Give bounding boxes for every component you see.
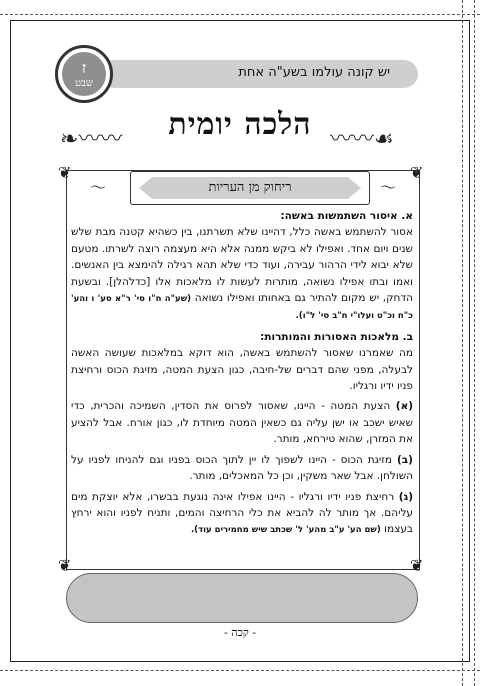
paragraph-body: מה שאמרנו שאסור להשתמש באשה, הוא דוקא במלאכות שעושה האשה לבעלה, מפני שהם דברים של-חיבה, כגון הצעת המטה, מזיגת הכוס ורחיצת פניו ידיו ורגליו. — [71, 347, 413, 393]
date-badge — [55, 45, 113, 103]
paragraph-lead: (א) — [395, 400, 414, 413]
header-band-text: יש קונה עולמו בשע"ה אחת — [238, 65, 390, 80]
paragraph-heading: ב. מלאכות האסורות והמותרות: — [260, 330, 413, 343]
date-badge-number: ז — [81, 59, 87, 77]
crop-mark-right-outer — [474, 0, 475, 686]
date-badge-inner — [62, 52, 106, 96]
paragraph-body: אסור להשתמש באשה כלל, דהיינו שלא תשרתנו, בין כשהיא קטנה מבת שלש שנים ויום אחד. ואפילו לא ביקש ממנה אלא היא מעצמה רוצה לשרתו. מטעם שלא יבוא לידי הרהור עבירה, ועוד כדי שלא תהא רגילה להימצא בין האנשים. ואמו ובתו אפילו נשואה, מותרות לעשות לו מלאכות אלו [כדלהלן]. ובשעת הדחק, יש מקום להתיר גם באחותו ואפילו נשואה — [71, 226, 414, 305]
page-number: - קכה - — [223, 626, 257, 639]
corner-ornament-bl-icon: ❦ — [58, 556, 72, 575]
paragraph-3 — [71, 398, 413, 447]
halacha-text — [71, 208, 413, 543]
paragraph-source: (שם הע' ע"ב מהע' ל' שכתב שיש מחמירים עוד). — [190, 525, 381, 536]
ornament-right-icon: 〰〰☙ — [330, 127, 394, 152]
paragraph-source: (שע"ה ח"ו סי' ר"א סע' ו והע' כ"ח וכ"ט ועלו"י ח"ב סי' ל"ו). — [71, 294, 413, 322]
crop-mark-bottom — [0, 670, 480, 671]
section-subtitle-frame — [130, 171, 370, 205]
paragraph-body: הצעת המטה - היינו, שאסור לפרוס את הסדין, השמיכה והכרית, כדי שאיש ישכב או ישן עליה גם כשאין המטה מיוחדת לו, כגון אורח. אבל להציע את המזרן, שהוא טירחא, מותר. — [71, 400, 413, 446]
paragraph-lead: (ג) — [398, 490, 413, 503]
paragraph-1 — [71, 208, 413, 325]
page-title: הלכה יומית — [168, 107, 312, 142]
date-badge-month: שבט — [75, 78, 93, 89]
scroll-ornament-right-icon: 〜 — [380, 178, 397, 197]
paragraph-4 — [71, 452, 413, 485]
paragraph-body: רחיצת פניו ידיו ורגליו - היינו אפילו אינה נוגעת בבשרו, אלא יוצקת מים עליהם. אך מותר לה להביא את כלי הרחיצה והמים, ותניח לפניו והוא ירחץ בעצמו — [71, 490, 413, 536]
paragraph-2 — [71, 329, 413, 395]
paragraph-heading: א. איסור השתמשות באשה: — [280, 210, 413, 222]
scroll-ornament-left-icon: 〜 — [90, 178, 107, 197]
paragraph-body: מזיגת הכוס - היינו לשפוך לו יין לתוך הכוס בפניו וגם להניחו לפניו על השולחן. אבל שאר משקין, וכן כל המאכלים, מותר. — [71, 453, 413, 483]
paragraph-5 — [71, 489, 413, 539]
section-subtitle: ריחוק מן העריות — [208, 180, 292, 195]
header-band — [100, 60, 418, 88]
corner-ornament-tl-icon: ❦ — [58, 163, 72, 182]
crop-mark-top — [0, 14, 480, 15]
corner-ornament-tr-icon: ❦ — [410, 163, 424, 182]
corner-ornament-br-icon: ❦ — [410, 556, 424, 575]
ornament-left-icon: ❧〰〰 — [60, 127, 123, 152]
bottom-banner — [66, 573, 418, 623]
paragraph-lead: (ב) — [396, 453, 413, 466]
